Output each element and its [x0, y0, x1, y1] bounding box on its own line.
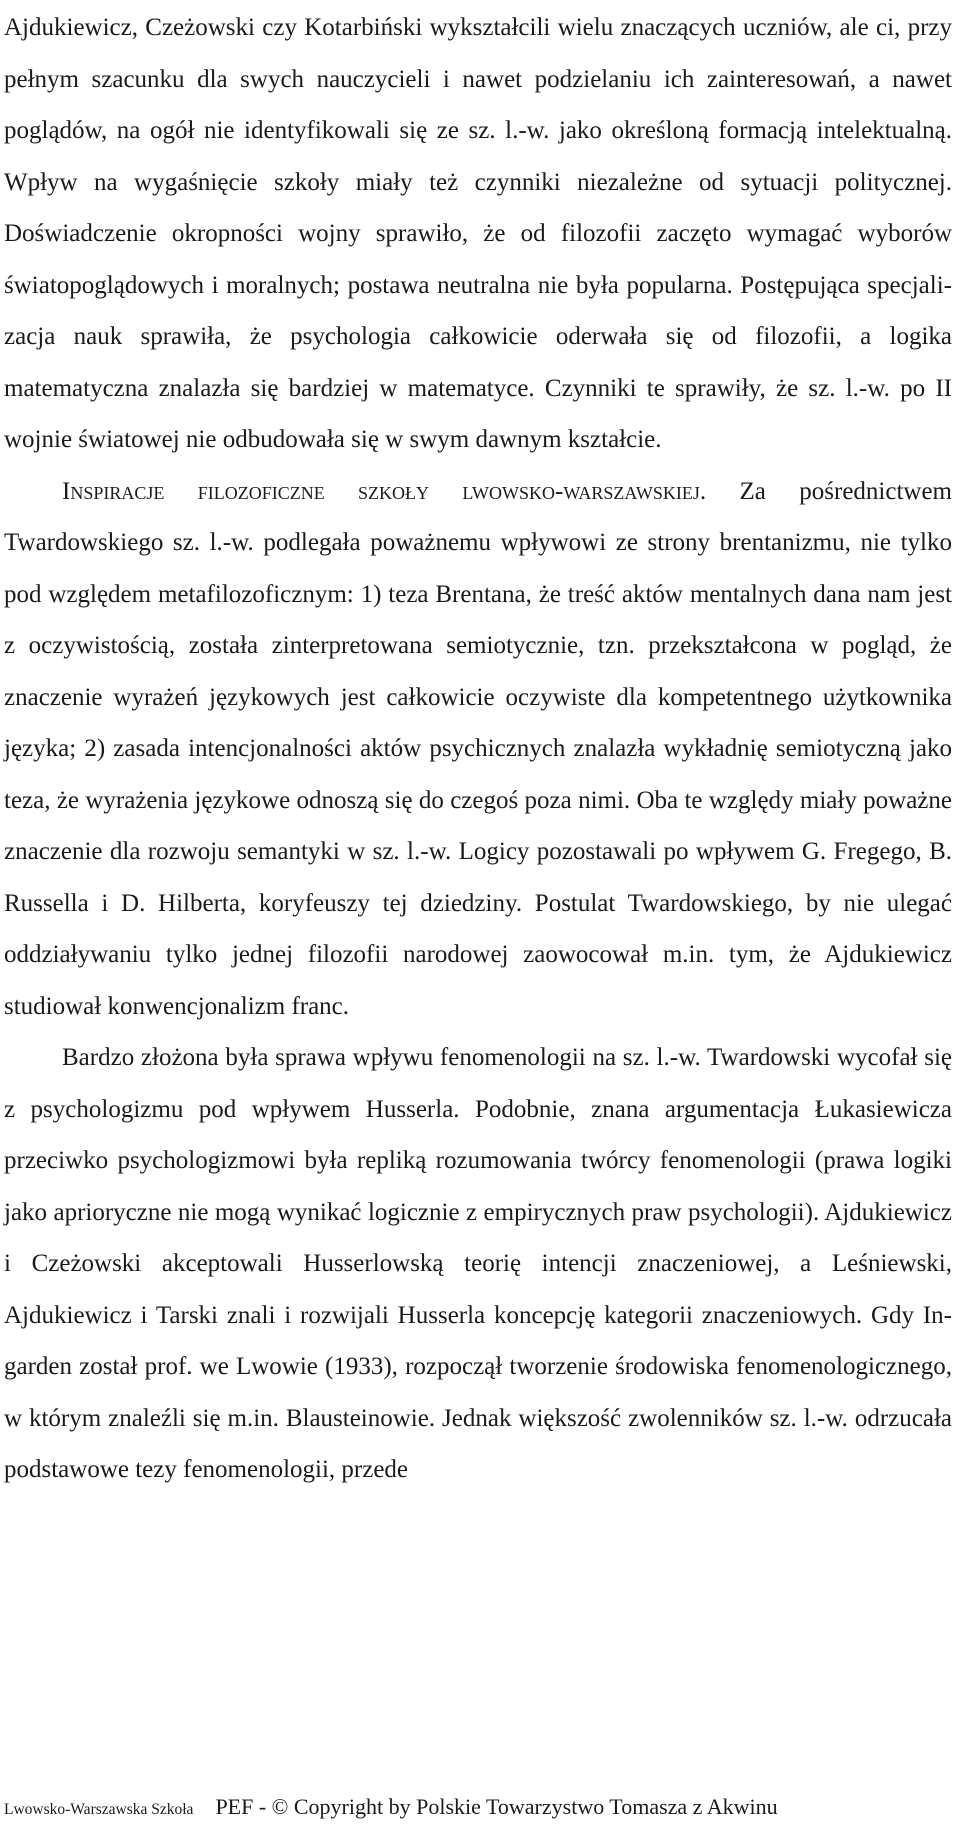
section-heading: Inspiracje filozoficzne szkoły lwowsko-warszawskiej.	[62, 477, 707, 505]
paragraph-3	[4, 1032, 952, 1496]
paragraph-2	[4, 466, 952, 1033]
paragraph-2-text: Za pośrednictwem Twardowskiego sz. l.-w. podlegała poważnemu wpływowi ze strony brentanizmu, nie tylko pod względem metafilozoficznym: 1) teza Brentana, że treść aktów mentalnych dana nam jest z oczywistością, została zinterpretowana semiotycznie, tzn. przekształcona w pogląd, że znaczenie wyrażeń językowych jest całkowicie oczywiste dla kompetentnego użytkownika języka; 2) zasada intencjonalności aktów psychicznych znalazła wykładnię semiotyczną jako teza, że wyrażenia językowe odnoszą się do czegoś poza nimi. Oba te względy miały poważne znaczenie dla rozwoju semantyki w sz. l.-w. Logicy pozostawali po wpływem G. Fregego, B. Russella i D. Hilberta, koryfeuszy tej dziedziny. Postulat Twardowskiego, by nie ulegać oddziaływaniu tylko jednej filozofii narodowej zaowocował m.in. tym, że Ajdukiewicz studiował konwencjonalizm franc.	[4, 477, 952, 1020]
article-body	[4, 2, 952, 1496]
footer-entry-title: Lwowsko-Warszawska Szkoła	[4, 1801, 194, 1818]
footer-copyright: PEF - © Copyright by Polskie Towarzystwo Tomasza z Akwinu	[215, 1794, 778, 1819]
paragraph-1-text: Ajdukiewicz, Czeżowski czy Kotarbiński wykształcili wielu znaczących uczniów, ale ci, przy pełnym szacunku dla swych nauczycieli i nawet podzielaniu ich zainteresowań, a nawet poglądów, na ogół nie identyfikowali się ze sz. l.-w. jako określoną formacją intelektualną. Wpływ na wygaśnięcie szkoły miały też czynniki niezależne od sytuacji politycznej. Doświadczenie okropności wojny sprawiło, że od filozofii zaczęto wymagać wyborów światopoglądowych i moralnych; postawa neutralna nie była popularna. Postępująca specjalizacja nauk sprawiła, że psychologia całkowicie oderwała się od filozofii, a logika matematyczna znalazła się bardziej w matematyce. Czynniki te sprawiły, że sz. l.-w. po II wojnie światowej nie odbudowała się w swym dawnym kształcie.	[4, 14, 952, 453]
page-footer	[4, 1794, 952, 1820]
paragraph-1	[4, 2, 952, 466]
paragraph-3-text: Bardzo złożona była sprawa wpływu fenomenologii na sz. l.-w. Twardowski wycofał się z psychologizmu pod wpływem Husserla. Podobnie, znana argumentacja Łukasiewicza przeciwko psychologizmowi była repliką rozumowania twórcy fenomenologii (prawa logiki jako aprioryczne nie mogą wynikać logicznie z empirycznych praw psychologii). Ajdukiewicz i Czeżowski akceptowali Husserlowską teorię intencji znaczeniowej, a Leśniewski, Ajdukiewicz i Tarski znali i rozwijali Husserla koncepcję kategorii znaczeniowych. Gdy Ingarden został prof. we Lwowie (1933), rozpoczął tworzenie środowiska fenomenologicznego, w którym znaleźli się m.in. Blausteinowie. Jednak większość zwolenników sz. l.-w. odrzucała podstawowe tezy fenomenologii, przede	[4, 1044, 952, 1483]
